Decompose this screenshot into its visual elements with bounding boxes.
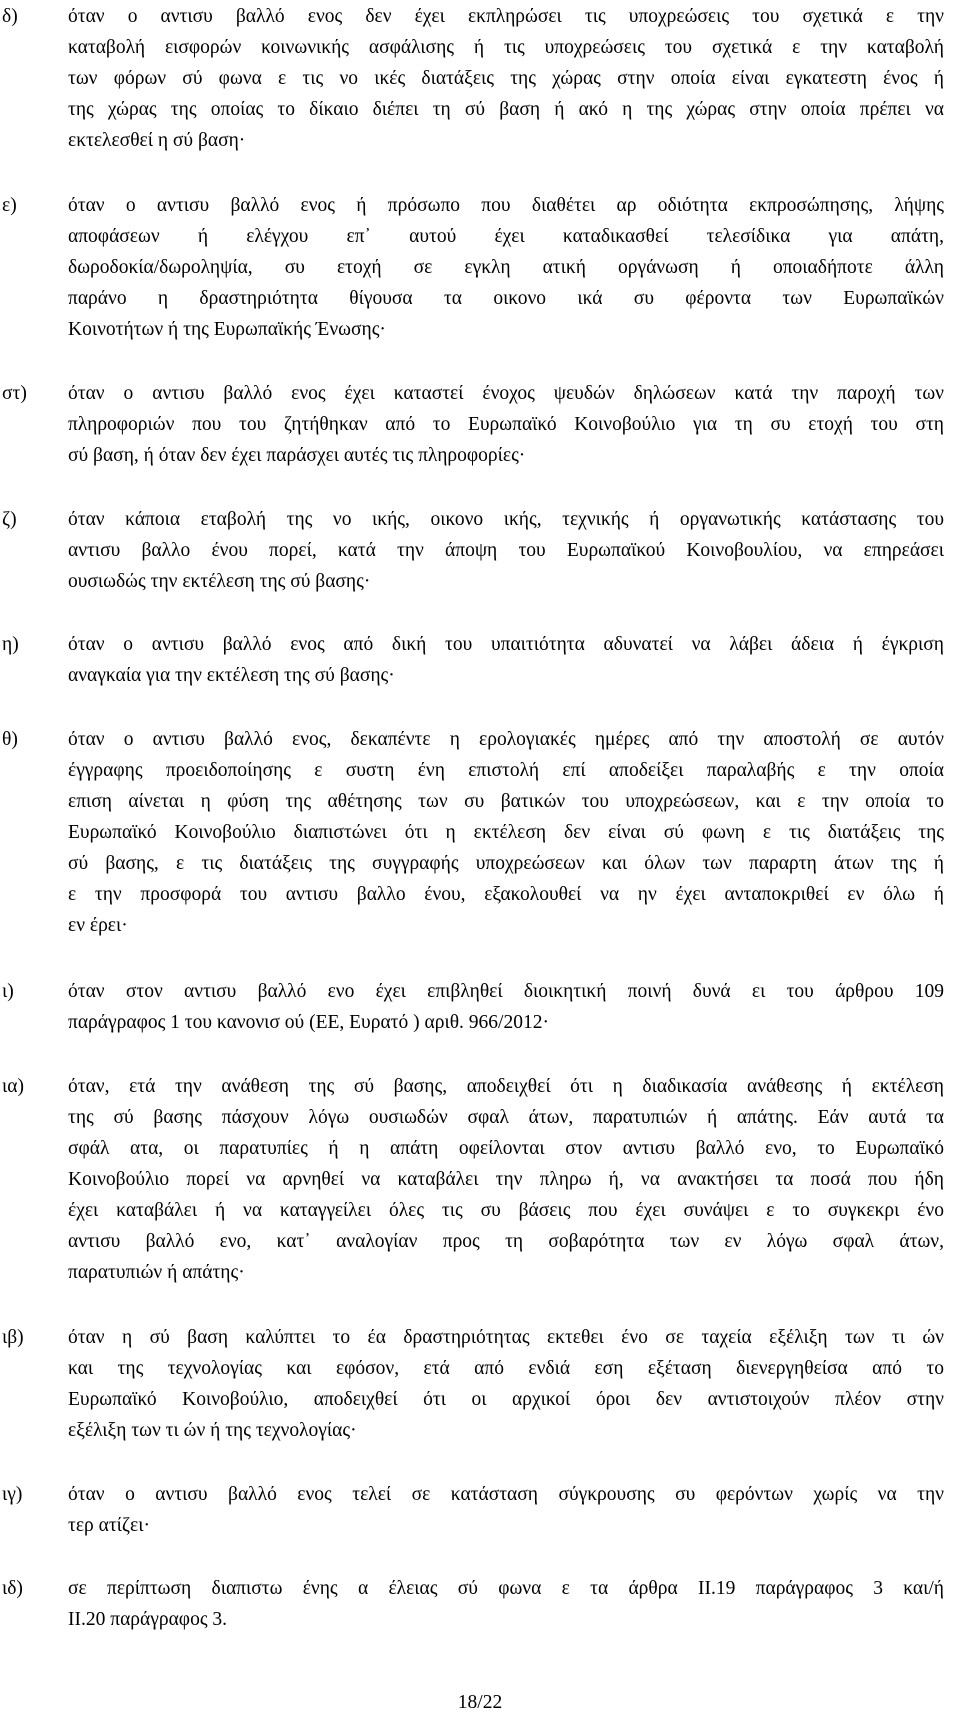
clause-label: δ) [2, 6, 18, 27]
clause-text-line: αντισυ βαλλό ενο, κατ᾽ αναλογίαν προς τη σοβαρότητα των εν λόγω σφαλ άτων, [68, 1231, 944, 1252]
clause-text-line: όταν ο αντισυ βαλλό ενος δεν έχει εκπληρώσει τις υποχρεώσεις του σχετικά ε την [68, 6, 944, 27]
clause-text-line: Ευρωπαϊκό Κοινοβούλιο διαπιστώνει ότι η εκτέλεση δεν είναι σύ φωνη ε τις διατάξεις της [68, 822, 944, 843]
clause-text-line: II.20 παράγραφος 3. [68, 1609, 228, 1630]
clause-text-line: αποφάσεων ή ελέγχου επ᾽ αυτού έχει καταδικασθεί τελεσίδικα για απάτη, [68, 226, 944, 247]
clause-text-line: των φόρων σύ φωνα ε τις νο ικές διατάξεις της χώρας στην οποία είναι εγκατεστη ένος ή [68, 68, 944, 89]
clause-text-line: εξέλιξη των τι ών ή της τεχνολογίας· [68, 1420, 357, 1441]
clause-text-line: σύ βασης, ε τις διατάξεις της συγγραφής υποχρεώσεων και όλων των παραρτη άτων της ή [68, 853, 944, 874]
clause-text-line: τερ ατίζει· [68, 1515, 150, 1536]
clause-text-line: δωροδοκία/δωροληψία, συ ετοχή σε εγκλη ατική οργάνωση ή οποιαδήποτε άλλη [68, 257, 944, 278]
clause-text-line: όταν ο αντισυ βαλλό ενος τελεί σε κατάσταση σύγκρουσης συ φερόντων χωρίς να την [68, 1484, 944, 1505]
clause-label: ιδ) [2, 1578, 23, 1599]
clause-label: ιβ) [2, 1327, 24, 1348]
clause-label: ια) [2, 1076, 24, 1097]
clause-text-line: ουσιωδώς την εκτέλεση της σύ βασης· [68, 571, 371, 592]
clause-text-line: παράνο η δραστηριότητα θίγουσα τα οικονο ικά συ φέροντα των Ευρωπαϊκών [68, 288, 944, 309]
clause-text-line: όταν ο αντισυ βαλλό ενος από δική του υπαιτιότητα αδυνατεί να λάβει άδεια ή έγκριση [68, 634, 944, 655]
clause-label: η) [2, 634, 19, 655]
clause-text-line: Κοινοβούλιο πορεί να αρνηθεί να καταβάλει την πληρω ή, να ανακτήσει τα ποσά που ήδη [68, 1169, 944, 1190]
clause-text-line: αντισυ βαλλο ένου πορεί, κατά την άποψη του Ευρωπαϊκού Κοινοβουλίου, να επηρεάσει [68, 540, 944, 561]
clause-text-line: καταβολή εισφορών κοινωνικής ασφάλισης ή τις υποχρεώσεις του σχετικά ε την καταβολή [68, 37, 944, 58]
clause-text-line: όταν, ετά την ανάθεση της σύ βασης, αποδειχθεί ότι η διαδικασία ανάθεσης ή εκτέλεση [68, 1076, 944, 1097]
clause-text-line: εν έρει· [68, 915, 128, 936]
clause-text-line: επιση αίνεται η φύση της αθέτησης των συ βατικών του υποχρεώσεων, και ε την οποία το [68, 791, 944, 812]
clause-text-line: αναγκαία για την εκτέλεση της σύ βασης· [68, 665, 395, 686]
clause-text-line: παράγραφος 1 του κανονισ ού (ΕΕ, Ευρατό ) αριθ. 966/2012· [68, 1012, 549, 1033]
clause-text-line: της χώρας της οποίας το δίκαιο διέπει τη σύ βαση ή ακό η της χώρας στην οποία πρέπει να [68, 99, 944, 120]
clause-text-line: έγγραφης προειδοποίησης ε συστη ένη επιστολή επί αποδείξει παραλαβής ε την οποία [68, 760, 944, 781]
clause-text-line: παρατυπιών ή απάτης· [68, 1262, 245, 1283]
page-number: 18/22 [457, 1692, 503, 1713]
clause-text-line: σε περίπτωση διαπιστω ένης α έλειας σύ φωνα ε τα άρθρα II.19 παράγραφος 3 και/ή [68, 1578, 944, 1599]
clause-text-line: έχει καταβάλει ή να καταγγείλει όλες τις συ βάσεις που έχει συνάψει ε το συγκεκρι ένο [68, 1200, 944, 1221]
clause-text-line: της σύ βασης πάσχουν λόγω ουσιωδών σφαλ άτων, παρατυπιών ή απάτης. Εάν αυτά τα [68, 1107, 944, 1128]
clause-text-line: όταν ο αντισυ βαλλό ενος έχει καταστεί ένοχος ψευδών δηλώσεων κατά την παροχή των [68, 383, 944, 404]
clause-label: θ) [2, 729, 18, 750]
clause-text-line: πληροφοριών που του ζητήθηκαν από το Ευρωπαϊκό Κοινοβούλιο για τη συ ετοχή του στη [68, 414, 944, 435]
clause-text-line: Κοινοτήτων ή της Ευρωπαϊκής Ένωσης· [68, 319, 386, 340]
clause-text-line: όταν ο αντισυ βαλλό ενος ή πρόσωπο που διαθέτει αρ οδιότητα εκπροσώπησης, λήψης [68, 195, 944, 216]
clause-label: στ) [2, 383, 27, 404]
clause-label: ε) [2, 195, 17, 216]
clause-text-line: όταν ο αντισυ βαλλό ενος, δεκαπέντε η ερολογιακές ημέρες από την αποστολή σε αυτόν [68, 729, 944, 750]
clause-text-line: ε την προσφορά του αντισυ βαλλο ένου, εξακολουθεί να ην έχει ανταποκριθεί εν όλω ή [68, 884, 944, 905]
clause-label: ιγ) [2, 1484, 23, 1505]
clause-text-line: όταν κάποια εταβολή της νο ικής, οικονο ικής, τεχνικής ή οργανωτικής κατάστασης του [68, 509, 944, 530]
clause-label: ι) [2, 981, 14, 1002]
clause-text-line: όταν η σύ βαση καλύπτει το έα δραστηριότητας εκτεθει ένο σε ταχεία εξέλιξη των τι ών [68, 1327, 944, 1348]
clause-text-line: όταν στον αντισυ βαλλό ενο έχει επιβληθεί διοικητική ποινή δυνά ει του άρθρου 109 [68, 981, 944, 1002]
clause-text-line: Ευρωπαϊκό Κοινοβούλιο, αποδειχθεί ότι οι αρχικοί όροι δεν αντιστοιχούν πλέον στην [68, 1389, 944, 1410]
clause-text-line: εκτελεσθεί η σύ βαση· [68, 130, 246, 151]
clause-text-line: σφάλ ατα, οι παρατυπίες ή η απάτη οφείλονται στον αντισυ βαλλό ενο, το Ευρωπαϊκό [68, 1138, 944, 1159]
clause-text-line: και της τεχνολογίας και εφόσον, ετά από ενδιά εση εξέταση διενεργηθείσα από το [68, 1358, 944, 1379]
clause-text-line: σύ βαση, ή όταν δεν έχει παράσχει αυτές τις πληροφορίες· [68, 445, 526, 466]
clause-label: ζ) [2, 509, 17, 530]
